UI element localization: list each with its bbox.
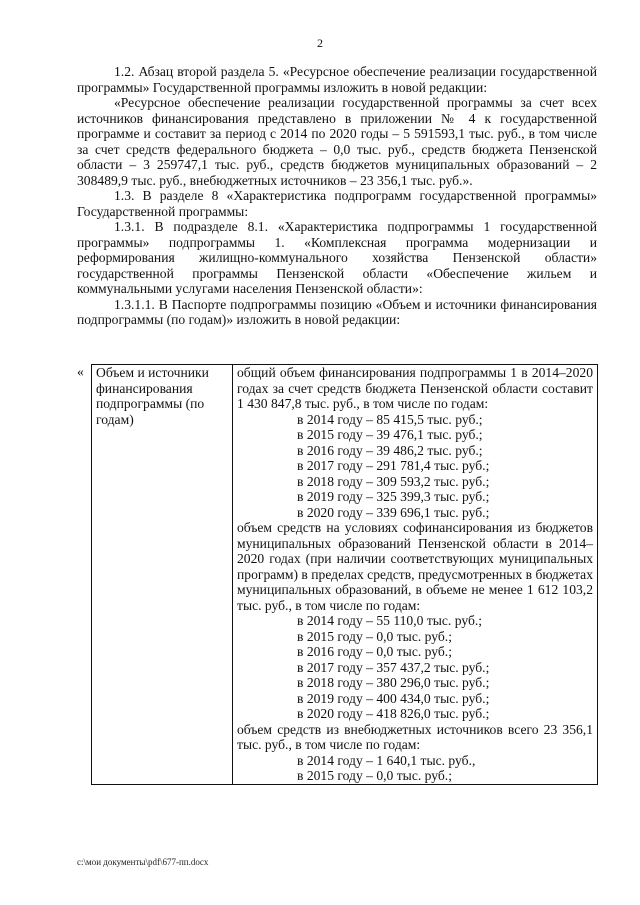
year-line: в 2019 году – 325 399,3 тыс. руб.;	[297, 489, 490, 504]
paragraph-quote-resources: «Ресурсное обеспечение реализации государственной программы за счет всех источников финансирования представлено в приложении № 4 к государственной программе и составит за период с 2014 по 2020 годы – 5 591593,1 тыс. руб., в том числе за счет средств федерального бюджета – 0,0 тыс. руб., средств бюджета Пензенской области – 3 259747,1 тыс. руб., средств бюджетов муниципальных образований – 2 308489,9 тыс. руб., внебюджетных источников – 23 356,1 тыс. руб.».	[77, 95, 597, 188]
page-number: 2	[317, 36, 323, 50]
table-value-cell	[233, 365, 598, 785]
year-line: в 2020 году – 339 696,1 тыс. руб.;	[297, 504, 490, 520]
year-line: в 2014 году – 55 110,0 тыс. руб.;	[297, 613, 483, 628]
year-line: в 2015 году – 0,0 тыс. руб.;	[297, 768, 452, 783]
year-line: в 2018 году – 380 296,0 тыс. руб.;	[297, 675, 490, 690]
table-open-quote: «	[77, 364, 84, 379]
year-line: в 2017 году – 291 781,4 тыс. руб.;	[297, 458, 490, 473]
paragraph-1-3-1-1: 1.3.1.1. В Паспорте подпрограммы позицию «Объем и источники финансирования подпрограммы (по годам)» изложить в новой редакции:	[77, 296, 597, 327]
block3-intro: объем средств из внебюджетных источников всего 23 356,1 тыс. руб., в том числе по годам:	[237, 721, 593, 752]
year-line: в 2015 году – 39 476,1 тыс. руб.;	[297, 427, 483, 442]
year-line: в 2016 году – 39 486,2 тыс. руб.;	[297, 442, 483, 458]
year-line: в 2016 году – 0,0 тыс. руб.;	[297, 644, 452, 659]
document-body	[77, 64, 597, 328]
block1-intro: общий объем финансирования подпрограммы 1 в 2014–2020 годах за счет средств бюджета Пензенской области составит 1 430 847,8 тыс. руб., в том числе по годам:	[237, 365, 593, 411]
paragraph-1-3: 1.3. В разделе 8 «Характеристика подпрограмм государственной программы» Государственной программы:	[77, 188, 597, 219]
year-line: в 2015 году – 0,0 тыс. руб.;	[297, 628, 452, 644]
paragraph-1-3-1: 1.3.1. В подразделе 8.1. «Характеристика подпрограммы 1 государственной программы» подпрограммы 1. «Комплексная программа модернизации и реформирования жилищно-коммунального хозяйства Пензенской области» государственной программы Пензенской области «Обеспечение жильем и коммунальными услугами населения Пензенской области»:	[77, 219, 597, 296]
year-line: в 2014 году – 85 415,5 тыс. руб.;	[297, 411, 483, 427]
table-label-cell: Объем и источники финансирования подпрограммы (по годам)	[92, 365, 233, 785]
financing-table	[91, 364, 598, 785]
paragraph-1-2: 1.2. Абзац второй раздела 5. «Ресурсное обеспечение реализации государственной программы» Государственной программы изложить в новой редакции:	[77, 64, 597, 95]
year-line: в 2020 году – 418 826,0 тыс. руб.;	[297, 706, 490, 721]
table-row	[92, 365, 598, 785]
year-line: в 2017 году – 357 437,2 тыс. руб.;	[297, 659, 490, 675]
year-line: в 2014 году – 1 640,1 тыс. руб.,	[297, 752, 476, 768]
year-line: в 2019 году – 400 434,0 тыс. руб.;	[297, 690, 490, 706]
footer-file-path: c:\мои документы\pdf\677-пп.docx	[77, 857, 209, 867]
year-line: в 2018 году – 309 593,2 тыс. руб.;	[297, 473, 490, 489]
block2-intro: объем средств на условиях софинансирования из бюджетов муниципальных образований Пензенской области в 2014–2020 годах (при наличии соответствующих муниципальных программ) в пределах средств, предусмотренных в бюджетах муниципальных образований, в объеме не менее 1 612 103,2 тыс. руб., в том числе по годам:	[237, 520, 593, 613]
